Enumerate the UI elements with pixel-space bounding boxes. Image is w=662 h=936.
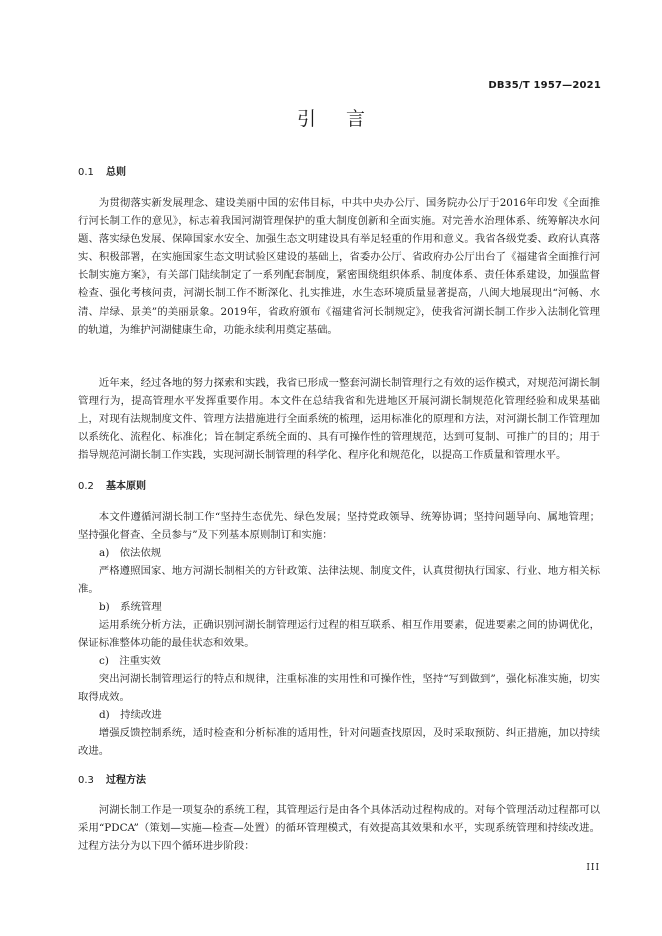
paragraph-general-2: 近年来，经过各地的努力探索和实践，我省已形成一整套河湖长制管理行之有效的运作模式，对规范河湖长制管理行为，提高管理水平发挥重要作用。本文件在总结我省和先进地区开展河湖长制规范化管理经验和成果基础上，对现有法规制度文件、管理方法措施进行全面系统的梳理，运用标准化的原理和方法，对河湖长制工作管理加以系统化、流程化、标准化；旨在制定系统全面的、具有可操作性的管理规范，达到可复制、可推广的目的；用于指导规范河湖长制工作实践，实现河湖长制管理的科学化、程序化和规范化，以提高工作质量和管理水平。	[78, 377, 600, 462]
section-number: 0.2	[78, 481, 94, 492]
section-title: 过程方法	[106, 775, 146, 786]
list-item-label: a) 依法依规	[99, 547, 162, 559]
paragraph-general-1: 为贯彻落实新发展理念、建设美丽中国的宏伟目标，中共中央办公厅、国务院办公厅于2016年印发《全面推行河长制工作的意见》，标志着我国河湖管理保护的重大制度创新和全面实施。对完善水治理体系、统筹解决水问题、落实绿色发展、保障国家水安全、加强生态文明建设具有举足轻重的作用和意义。我省各级党委、政府认真落实、积极部署，在实施国家生态文明试验区建设的基础上，省委办公厅、省政府办公厅出台了《福建省全面推行河长制实施方案》，有关部门陆续制定了一系列配套制度，紧密围绕组织体系、制度体系、责任体系建设，加强监督检查、强化考核问责，河湖长制工作不断深化、扎实推进，水生态环境质量显著提高，八闽大地展现出“河畅、水清、岸绿、景美”的美丽景象。2019年，省政府颁布《福建省河长制规定》，使我省河湖长制工作步入法制化管理的轨道，为维护河湖健康生命，功能永续利用奠定基础。	[78, 197, 600, 336]
section-heading-0-2	[78, 477, 146, 492]
page-number: III	[586, 863, 600, 873]
paragraph-process-method: 河湖长制工作是一项复杂的系统工程，其管理运行是由各个具体活动过程构成的。对每个管理活动过程都可以采用“PDCA”（策划—实施—检查—处置）的循环管理模式，有效提高其效果和水平，实现系统管理和持续改进。过程方法分为以下四个循环进步阶段：	[78, 804, 600, 853]
list-item-body: 增强反馈控制系统，适时检查和分析标准的适用性，针对问题查找原因，及时采取预防、纠正措施，加以持续改进。	[78, 727, 600, 758]
document-code: DB35/T 1957—2021	[488, 80, 601, 91]
list-item-body: 严格遵照国家、地方河湖长制相关的方针政策、法律法规、制度文件，认真贯彻执行国家、行业、地方相关标准。	[78, 565, 600, 596]
section-heading-0-3	[78, 771, 146, 786]
page-title: 引言	[296, 108, 395, 130]
paragraph-principles-intro: 本文件遵循河湖长制工作“坚持生态优先、绿色发展；坚持党政领导、统筹协调；坚持问题导向、属地管理；坚持强化督查、全员参与”及下列基本原则制订和实施：	[78, 511, 600, 542]
section-title: 基本原则	[106, 481, 146, 492]
section-heading-0-1	[78, 163, 126, 178]
list-item-body: 运用系统分析方法，正确识别河湖长制管理运行过程的相互联系、相互作用要素，促进要素之间的协调优化，保证标准整体功能的最佳状态和效果。	[78, 619, 600, 650]
list-item-body: 突出河湖长制管理运行的特点和规律，注重标准的实用性和可操作性，坚持“写到做到”，强化标准实施，切实取得成效。	[78, 673, 600, 704]
list-item-label: b) 系统管理	[99, 601, 162, 613]
section-title: 总则	[106, 167, 126, 178]
section-number: 0.3	[78, 775, 94, 786]
list-item-label: c) 注重实效	[99, 655, 161, 667]
list-item-label: d) 持续改进	[99, 709, 162, 721]
section-number: 0.1	[78, 167, 94, 178]
